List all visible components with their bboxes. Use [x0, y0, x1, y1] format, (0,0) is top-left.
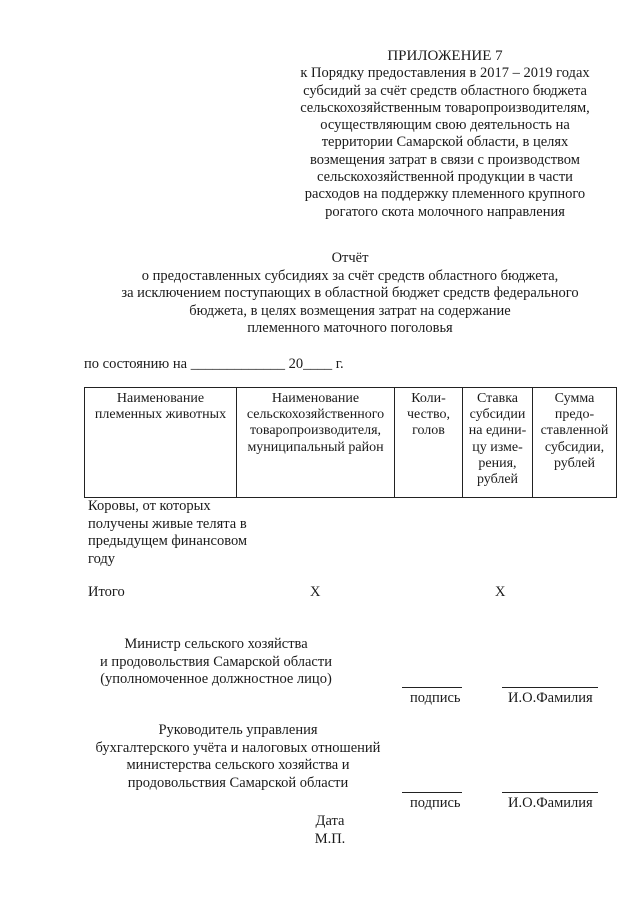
- total-x-rate: X: [495, 584, 506, 600]
- header-rate: Ставка субсидии на едини-цу изме-рения, рублей: [463, 388, 533, 498]
- appendix-line: расходов на поддержку племенного крупного: [304, 186, 586, 203]
- date-label: Дата: [315, 813, 345, 829]
- name-caption: И.О.Фамилия: [508, 795, 593, 811]
- report-subtitle-line: о предоставленных субсидиях за счёт средств областного бюджета,: [141, 267, 559, 284]
- row-cows-label: Коровы, от которых получены живые телята в предыдущем финансовом году: [88, 498, 248, 567]
- signature-title-line: Руководитель управления: [158, 722, 318, 738]
- signature-title-line: бухгалтерского учёта и налоговых отношений: [95, 739, 381, 756]
- signature-title-line: Министр сельского хозяйства: [124, 636, 308, 652]
- table-header-row: [85, 388, 617, 498]
- total-x-producer: X: [310, 584, 321, 600]
- footer-block: [300, 812, 360, 848]
- signature-title-line: (уполномоченное должностное лицо): [100, 671, 332, 688]
- appendix-line: осуществляющим свою деятельность на: [320, 117, 570, 134]
- name-line: [502, 687, 598, 688]
- as-of-date-line: по состоянию на _____________ 20____ г.: [84, 356, 344, 372]
- subsidy-table: [84, 387, 617, 498]
- header-animals: Наименование племенных животных: [85, 388, 237, 498]
- name-line: [502, 792, 598, 793]
- appendix-line: рогатого скота молочного направления: [325, 203, 565, 220]
- report-subtitle-line: за исключением поступающих в областной бюджет средств федерального: [121, 285, 579, 302]
- appendix-line: возмещения затрат в связи с производством: [310, 151, 580, 168]
- appendix-line: сельскохозяйственной продукции в части: [317, 169, 573, 186]
- signature-block-minister: [66, 636, 366, 689]
- report-subtitle-line: племенного маточного поголовья: [247, 320, 453, 337]
- header-producer: Наименование сельскохозяйственного товаропроизводителя, муниципальный район: [237, 388, 395, 498]
- signature-title-line: и продовольствия Самарской области: [100, 653, 332, 670]
- total-label: Итого: [88, 584, 125, 600]
- appendix-line: к Порядку предоставления в 2017 – 2019 годах: [300, 65, 590, 82]
- appendix-header: [280, 48, 610, 221]
- signature-caption: подпись: [410, 795, 461, 811]
- appendix-line: субсидий за счёт средств областного бюджета: [303, 82, 587, 99]
- report-title: Отчёт: [331, 250, 369, 266]
- appendix-line: территории Самарской области, в целях: [321, 134, 569, 151]
- appendix-line: сельскохозяйственным товаропроизводителям,: [300, 99, 590, 116]
- signature-line: [402, 792, 462, 793]
- report-subtitle-line: бюджета, в целях возмещения затрат на содержание: [189, 302, 511, 319]
- report-title-block: [60, 250, 640, 338]
- signature-line: [402, 687, 462, 688]
- name-caption: И.О.Фамилия: [508, 690, 593, 706]
- signature-title-line: продовольствия Самарской области: [127, 774, 349, 791]
- signature-title-line: министерства сельского хозяйства и: [126, 757, 350, 774]
- stamp-label: М.П.: [314, 831, 346, 847]
- signature-caption: подпись: [410, 690, 461, 706]
- header-amount: Сумма предо-ставленной субсидии, рублей: [533, 388, 617, 498]
- appendix-heading: ПРИЛОЖЕНИЕ 7: [387, 48, 503, 64]
- signature-block-accounting: [78, 722, 398, 792]
- header-quantity: Коли-чество, голов: [395, 388, 463, 498]
